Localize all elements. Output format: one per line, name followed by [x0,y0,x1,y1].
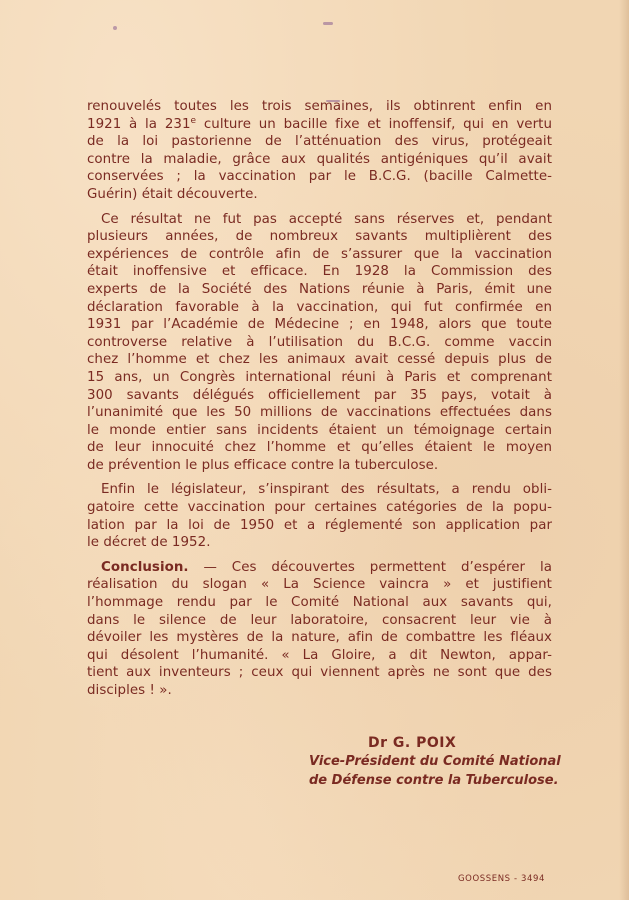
text-line: disciples ! ». [87,683,172,698]
superscript: e [190,115,197,126]
text-fragment: culture un bacille fixe et inoffensif, qui en vertu [196,116,552,132]
text-line: le monde entier sans incidents étaient un témoignage certain [87,422,552,438]
text-line: 15 ans, un Congrès international réuni à Paris et comprenant [87,369,552,385]
document-body [87,98,552,707]
text-line: chez l’homme et chez les animaux avait cessé depuis plus de [87,352,552,368]
text-line: gatoire cette vaccination pour certaines catégories de la popu- [87,500,552,516]
printer-mark: GOOSSENS - 3494 [458,874,545,884]
text-line: 300 savants délégués officiellement par 35 pays, votait à [87,387,552,403]
text-line: de la loi pastorienne de l’atténuation des virus, protégeait [87,134,552,150]
ink-smudge [323,22,333,25]
text-line: controverse relative à l’utilisation du B.C.G. comme vaccin [87,334,552,350]
text-line: dévoiler les mystères de la nature, afin de combattre les fléaux [87,630,552,646]
text-line: contre la maladie, grâce aux qualités antigéniques qu’il avait [87,151,552,167]
text-line: renouvelés toutes les trois semaines, ils obtinrent enfin en [87,99,552,114]
text-line: déclaration favorable à la vaccination, qui fut confirmée en [87,299,552,315]
text-line: 1931 par l’Académie de Médecine ; en 1948, alors que toute [87,317,552,333]
text-line: dans le silence de leur laboratoire, consacrent leur vie à [87,612,552,628]
text-line: l’unanimité que les 50 millions de vaccinations effectuées dans [87,405,552,421]
paragraph-bcg-discovery [87,98,552,204]
text-line: qui désolent l’humanité. « La Gloire, a dit Newton, appar- [87,647,552,663]
text-line: experts de la Société des Nations réunie à Paris, émit une [87,281,552,297]
text-line: était inoffensive et efficace. En 1928 la Commission des [87,264,552,280]
text-line: de prévention le plus efficace contre la tuberculose. [87,457,439,473]
paragraph-conclusion [87,559,552,700]
text-line: tient aux inventeurs ; ceux qui viennent après ne sont que des [87,665,552,681]
text-line: plusieurs années, de nombreux savants multiplièrent des [87,229,552,245]
text-line [87,116,552,134]
paragraph-acceptance-history [87,211,552,475]
text-line: réalisation du slogan « La Science vaincra » et justifient [87,577,552,593]
text-fragment: — Ces découvertes permettent d’espérer la [188,559,552,575]
text-line: expériences de contrôle afin de s’assurer que la vaccination [87,246,552,262]
paper-edge-shadow [619,0,629,900]
ink-smudge [113,26,117,30]
text-line: le décret de 1952. [87,535,211,551]
paragraph-legislation [87,481,552,551]
text-fragment: 1921 à la 231 [87,116,191,132]
text-line: conservées ; la vaccination par le B.C.G. (bacille Calmette- [87,169,552,185]
conclusion-heading: Conclusion. [101,559,189,575]
author-title: Vice-Président du Comité National [309,754,561,769]
text-line [87,559,552,577]
text-line: Ce résultat ne fut pas accepté sans réserves et, pendant [101,211,552,227]
author-name: Dr G. POIX [368,735,457,751]
author-organization: de Défense contre la Tuberculose. [309,773,559,788]
text-line: lation par la loi de 1950 et a réglementé son application par [87,517,552,533]
text-line: Guérin) était découverte. [87,186,258,202]
text-line: Enfin le législateur, s’inspirant des résultats, a rendu obli- [101,482,552,498]
text-line: l’hommage rendu par le Comité National aux savants qui, [87,595,552,611]
text-line: de leur innocuité chez l’homme et qu’elles étaient le moyen [87,440,552,456]
